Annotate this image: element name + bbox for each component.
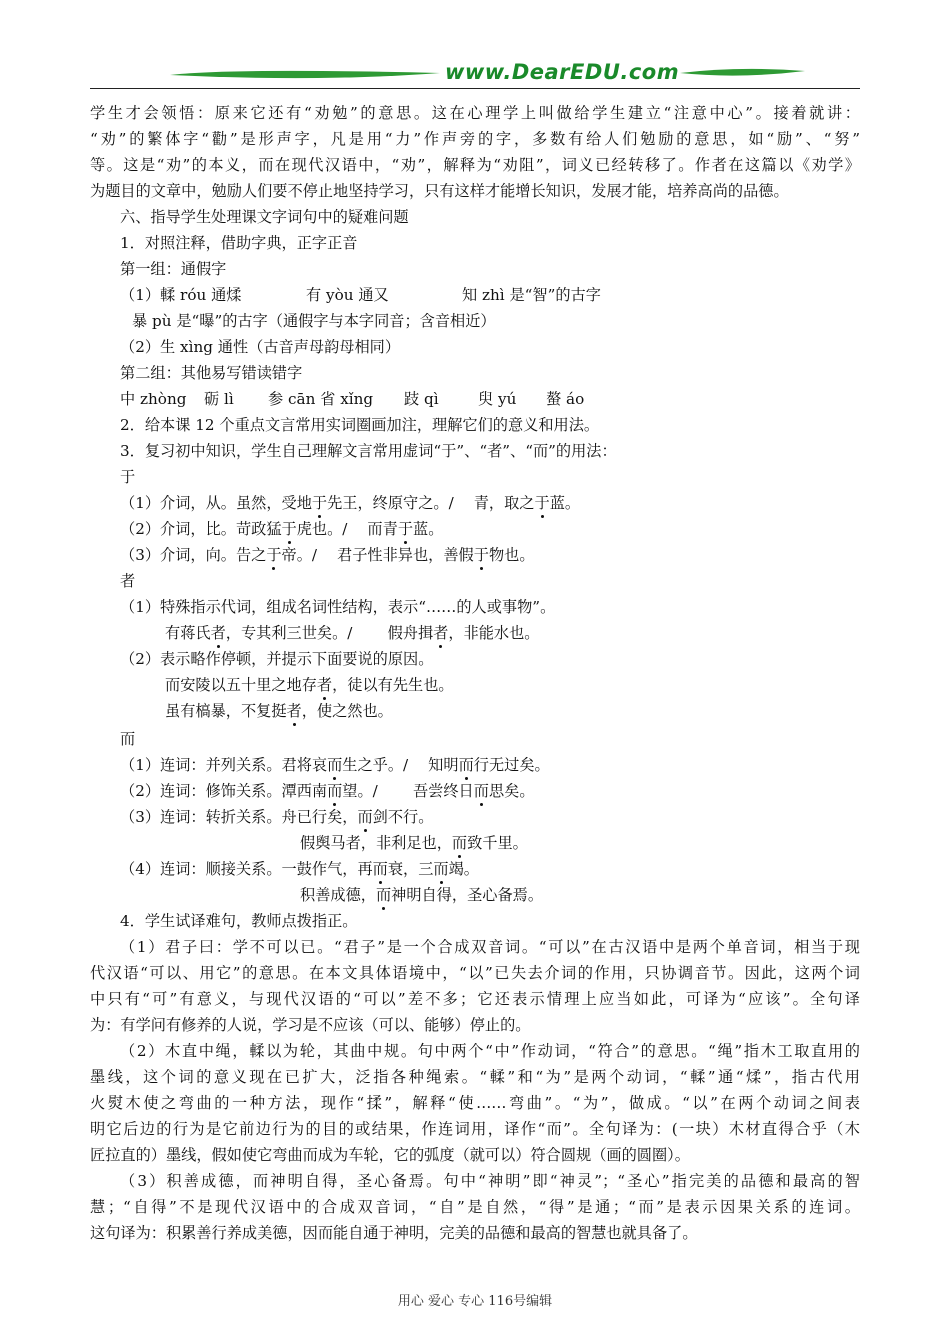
text-run: 竭。 (448, 860, 479, 878)
emphasis-char: 而 (372, 860, 388, 878)
text-run: 望。/ 吾尝终日 (342, 782, 474, 800)
text-run: 暴 pù 是“曝”的古字（通假字与本字同音；含音相近） (132, 312, 496, 330)
emphasis-char: 而 (375, 886, 392, 904)
emphasis-char: 者 (210, 624, 226, 642)
text-run: “劝”的繁体字“勸”是形声字，凡是用“力”作声旁的字，多数有给人们勉励的意思，如“励”、“努” (90, 130, 860, 148)
emphasis-char: 而 (451, 834, 468, 852)
text-run: 第一组：通假字 (120, 260, 227, 278)
text-run: 思矣。 (488, 782, 535, 800)
zhe-example (165, 675, 454, 695)
text-run: 3．复习初中知识，学生自己理解文言常用虚词“于”、“者”、“而”的用法： (120, 442, 617, 460)
text-run: 4．学生试译难句，教师点拨指正。 (120, 912, 358, 930)
translation-line (90, 1093, 860, 1113)
emphasis-char: 者 (316, 676, 333, 694)
text-run: 慧；“自得”不是现代汉语中的合成双音词，“自”是自然，“得”是通；“而”是表示因果关系的连词。 (90, 1198, 860, 1216)
text-run: （2）表示略作停顿，并提示下面要说的原因。 (120, 650, 434, 668)
text-run: 假舆马者，非利足也， (300, 834, 452, 852)
group-1-row (132, 311, 496, 331)
text-run: 而 (120, 730, 136, 748)
text-run: 剑不行。 (372, 808, 434, 826)
right-swoosh-graphic (680, 67, 805, 79)
text-run: ，专其利三世矣。/ 假舟揖 (225, 624, 434, 642)
translation-line (90, 1067, 860, 1087)
group-1-title (120, 259, 226, 279)
row-cell: 知 zhì 是“智”的古字 (462, 286, 601, 304)
text-run: （3）介词，向。告之 (120, 546, 267, 564)
emphasis-char: 于 (281, 520, 297, 538)
text-run: 代汉语“可以、用它”的意思。在本文具体语境中，“以”已失去介词的作用，只协调音节。因此，这两个词 (90, 964, 860, 982)
left-swoosh-graphic (170, 68, 440, 82)
item-3 (120, 441, 617, 461)
text-run: 衰，三 (387, 860, 434, 878)
emphasis-char: 于 (473, 546, 489, 564)
text-run: 行无过矣。 (473, 756, 550, 774)
emphasis-char: 于 (311, 494, 328, 512)
text-run: 明它后边的行为是它前边行为的目的或结果，作连词用，译作“而”。全句译为：(一块）木材直得合乎（木 (90, 1120, 860, 1138)
text-run: 火熨木使之弯曲的一种方法，现作“揉”，解释“使……弯曲”。“为”，做成。“以”在两个动词之间表 (90, 1094, 860, 1112)
yu-example (120, 519, 443, 539)
row-cell: 跂 qì (404, 390, 439, 408)
text-run: （2）介词，比。苛政猛 (120, 520, 282, 538)
text-run: 中只有“可”有意义，与现代汉语的“可以”差不多；它还表示情理上应当如此，可译为“应该”。全句译 (90, 990, 860, 1008)
text-run: （2）木直中绳，輮以为轮，其曲中规。句中两个“中”作动词，“符合”的意思。“绳”指木工取直用的 (120, 1042, 860, 1060)
yu-example (120, 545, 535, 565)
text-run: 为题目的文章中，勉励人们要不停止地坚持学习，只有这样才能增长知识，发展才能，培养高尚的品德。 (90, 182, 789, 200)
yu-heading (120, 467, 135, 487)
text-run: （1）特殊指示代词，组成名词性结构，表示“……的人或事物”。 (120, 598, 556, 616)
intro-line (90, 155, 860, 175)
text-run: （1）介词，从。虽然，受地 (120, 494, 312, 512)
text-run: 1．对照注释，借助字典，正字正音 (120, 234, 358, 252)
text-run: 者 (120, 572, 136, 590)
emphasis-char: 于 (266, 546, 282, 564)
group-1-row (120, 337, 400, 357)
text-run: 神明自得，圣心备焉。 (391, 886, 543, 904)
text-run: 等。这是“劝”的本义，而在现代汉语中，“劝”，解释为“劝阻”，词义已经转移了。作者在这篇以《劝学》 (90, 156, 860, 174)
er-example (120, 807, 433, 827)
item-4 (120, 911, 357, 931)
row-cell: 中 zhòng (120, 390, 187, 408)
text-run: 有蒋氏 (165, 624, 211, 642)
text-run: 学生才会领悟：原来它还有“劝勉”的意思。这在心理学上叫做给学生建立“注意中心”。接着就讲： (90, 104, 860, 122)
emphasis-char: 于 (397, 520, 413, 538)
text-run: 第二组：其他易写错读错字 (120, 364, 303, 382)
intro-line (90, 103, 860, 123)
er-example (120, 781, 535, 801)
yu-example (120, 493, 580, 513)
emphasis-char: 而 (458, 756, 474, 774)
text-run: 于 (120, 468, 136, 486)
text-run: ，使之然也。 (301, 702, 393, 720)
translation-line (120, 1041, 860, 1061)
text-run: 虽有槁暴，不复挺 (165, 702, 287, 720)
translation-line (90, 1145, 690, 1165)
translation-line (120, 1171, 860, 1191)
text-run: ，非能水也。 (448, 624, 540, 642)
text-run: 物也。 (488, 546, 535, 564)
text-run: 六、指导学生处理课文字词句中的疑难问题 (120, 208, 409, 226)
header-rule (90, 88, 860, 89)
zhe-example (120, 649, 433, 669)
intro-line (90, 129, 860, 149)
row-cell: 臾 yú (478, 390, 517, 408)
zhe-heading (120, 571, 135, 591)
text-run: 而安陵以五十里之地存 (165, 676, 317, 694)
zhe-example (120, 597, 555, 617)
text-run: （1）君子曰：学不可以已。“君子”是一个合成双音词。“可以”在古汉语中是两个单音词，相当于现 (120, 938, 860, 956)
section-title (120, 207, 409, 227)
page-footer: 用心 爱心 专心 116号编辑 (397, 1294, 553, 1309)
text-run: 蓝。 (413, 520, 444, 538)
text-run: 蓝。 (549, 494, 581, 512)
row-cell: 参 cān 省 xǐng (268, 390, 374, 408)
er-example (300, 885, 543, 905)
emphasis-char: 而 (327, 782, 343, 800)
item-1 (120, 233, 357, 253)
text-run: 虎也。/ 而青 (296, 520, 398, 538)
text-run: 墨线，这个词的意义现在已扩大，泛指各种绳索。“輮”和“为”是两个动词，“輮”通“煣”，指古代用 (90, 1068, 860, 1086)
translation-line (90, 989, 860, 1009)
translation-line (90, 1197, 860, 1217)
er-example (120, 859, 479, 879)
row-cell: （1）輮 róu 通煣 (120, 286, 242, 304)
text-run: 积善成德， (300, 886, 376, 904)
emphasis-char: 者 (433, 624, 449, 642)
text-run: 先王，终原守之。/ 青，取之 (327, 494, 535, 512)
text-run: 帝。/ 君子性非异也，善假 (281, 546, 474, 564)
site-logo-text[interactable]: www.DearEDU.com (445, 60, 680, 84)
site-header (90, 60, 860, 92)
row-cell: 有 yòu 通又 (306, 286, 389, 304)
translation-line (90, 963, 860, 983)
text-run: 这句译为：积累善行养成美德，因而能自通于神明，完美的品德和最高的智慧也就具备了。 (90, 1224, 698, 1242)
intro-line (90, 181, 789, 201)
emphasis-char: 而 (433, 860, 449, 878)
text-run: 致千里。 (467, 834, 528, 852)
text-run: （1）连词：并列关系。君将哀 (120, 756, 328, 774)
er-heading (120, 729, 135, 749)
text-run: 2．给本课 12 个重点文言常用实词圈画加注，理解它们的意义和用法。 (120, 416, 600, 434)
translation-line (90, 1119, 860, 1139)
text-run: （4）连词：顺接关系。一鼓作气，再 (120, 860, 373, 878)
emphasis-char: 者 (286, 702, 302, 720)
item-2 (120, 415, 599, 435)
row-cell: 螯 áo (546, 390, 585, 408)
emphasis-char: 而 (357, 808, 373, 826)
text-run: ，徒以有先生也。 (332, 676, 454, 694)
row-cell: 砺 lì (204, 390, 234, 408)
group-1-row (120, 285, 601, 305)
zhe-example (165, 701, 393, 721)
group-2-row (120, 389, 584, 409)
er-example (120, 755, 550, 775)
text-run: 匠拉直的）墨线，假如使它弯曲而成为车轮，它的弧度（就可以）符合圆规（画的圆圈）。 (90, 1146, 690, 1164)
group-2-title (120, 363, 302, 383)
text-run: 生之乎。/ 知明 (342, 756, 459, 774)
text-run: （2）生 xìng 通性（古音声母韵母相同） (120, 338, 401, 356)
zhe-example (165, 623, 539, 643)
translation-line (90, 1223, 698, 1243)
text-run: （3）连词：转折关系。舟已行矣， (120, 808, 358, 826)
er-example (300, 833, 528, 853)
emphasis-char: 而 (473, 782, 489, 800)
emphasis-char: 而 (327, 756, 343, 774)
translation-line (120, 937, 860, 957)
text-run: 为：有学问有修养的人说，学习是不应该（可以、能够）停止的。 (90, 1016, 531, 1034)
text-run: （3）积善成德，而神明自得，圣心备焉。句中“神明”即“神灵”；“圣心”指完美的品德和最高的智 (120, 1172, 860, 1190)
emphasis-char: 于 (534, 494, 550, 512)
text-run: （2）连词：修饰关系。潭西南 (120, 782, 328, 800)
translation-line (90, 1015, 530, 1035)
